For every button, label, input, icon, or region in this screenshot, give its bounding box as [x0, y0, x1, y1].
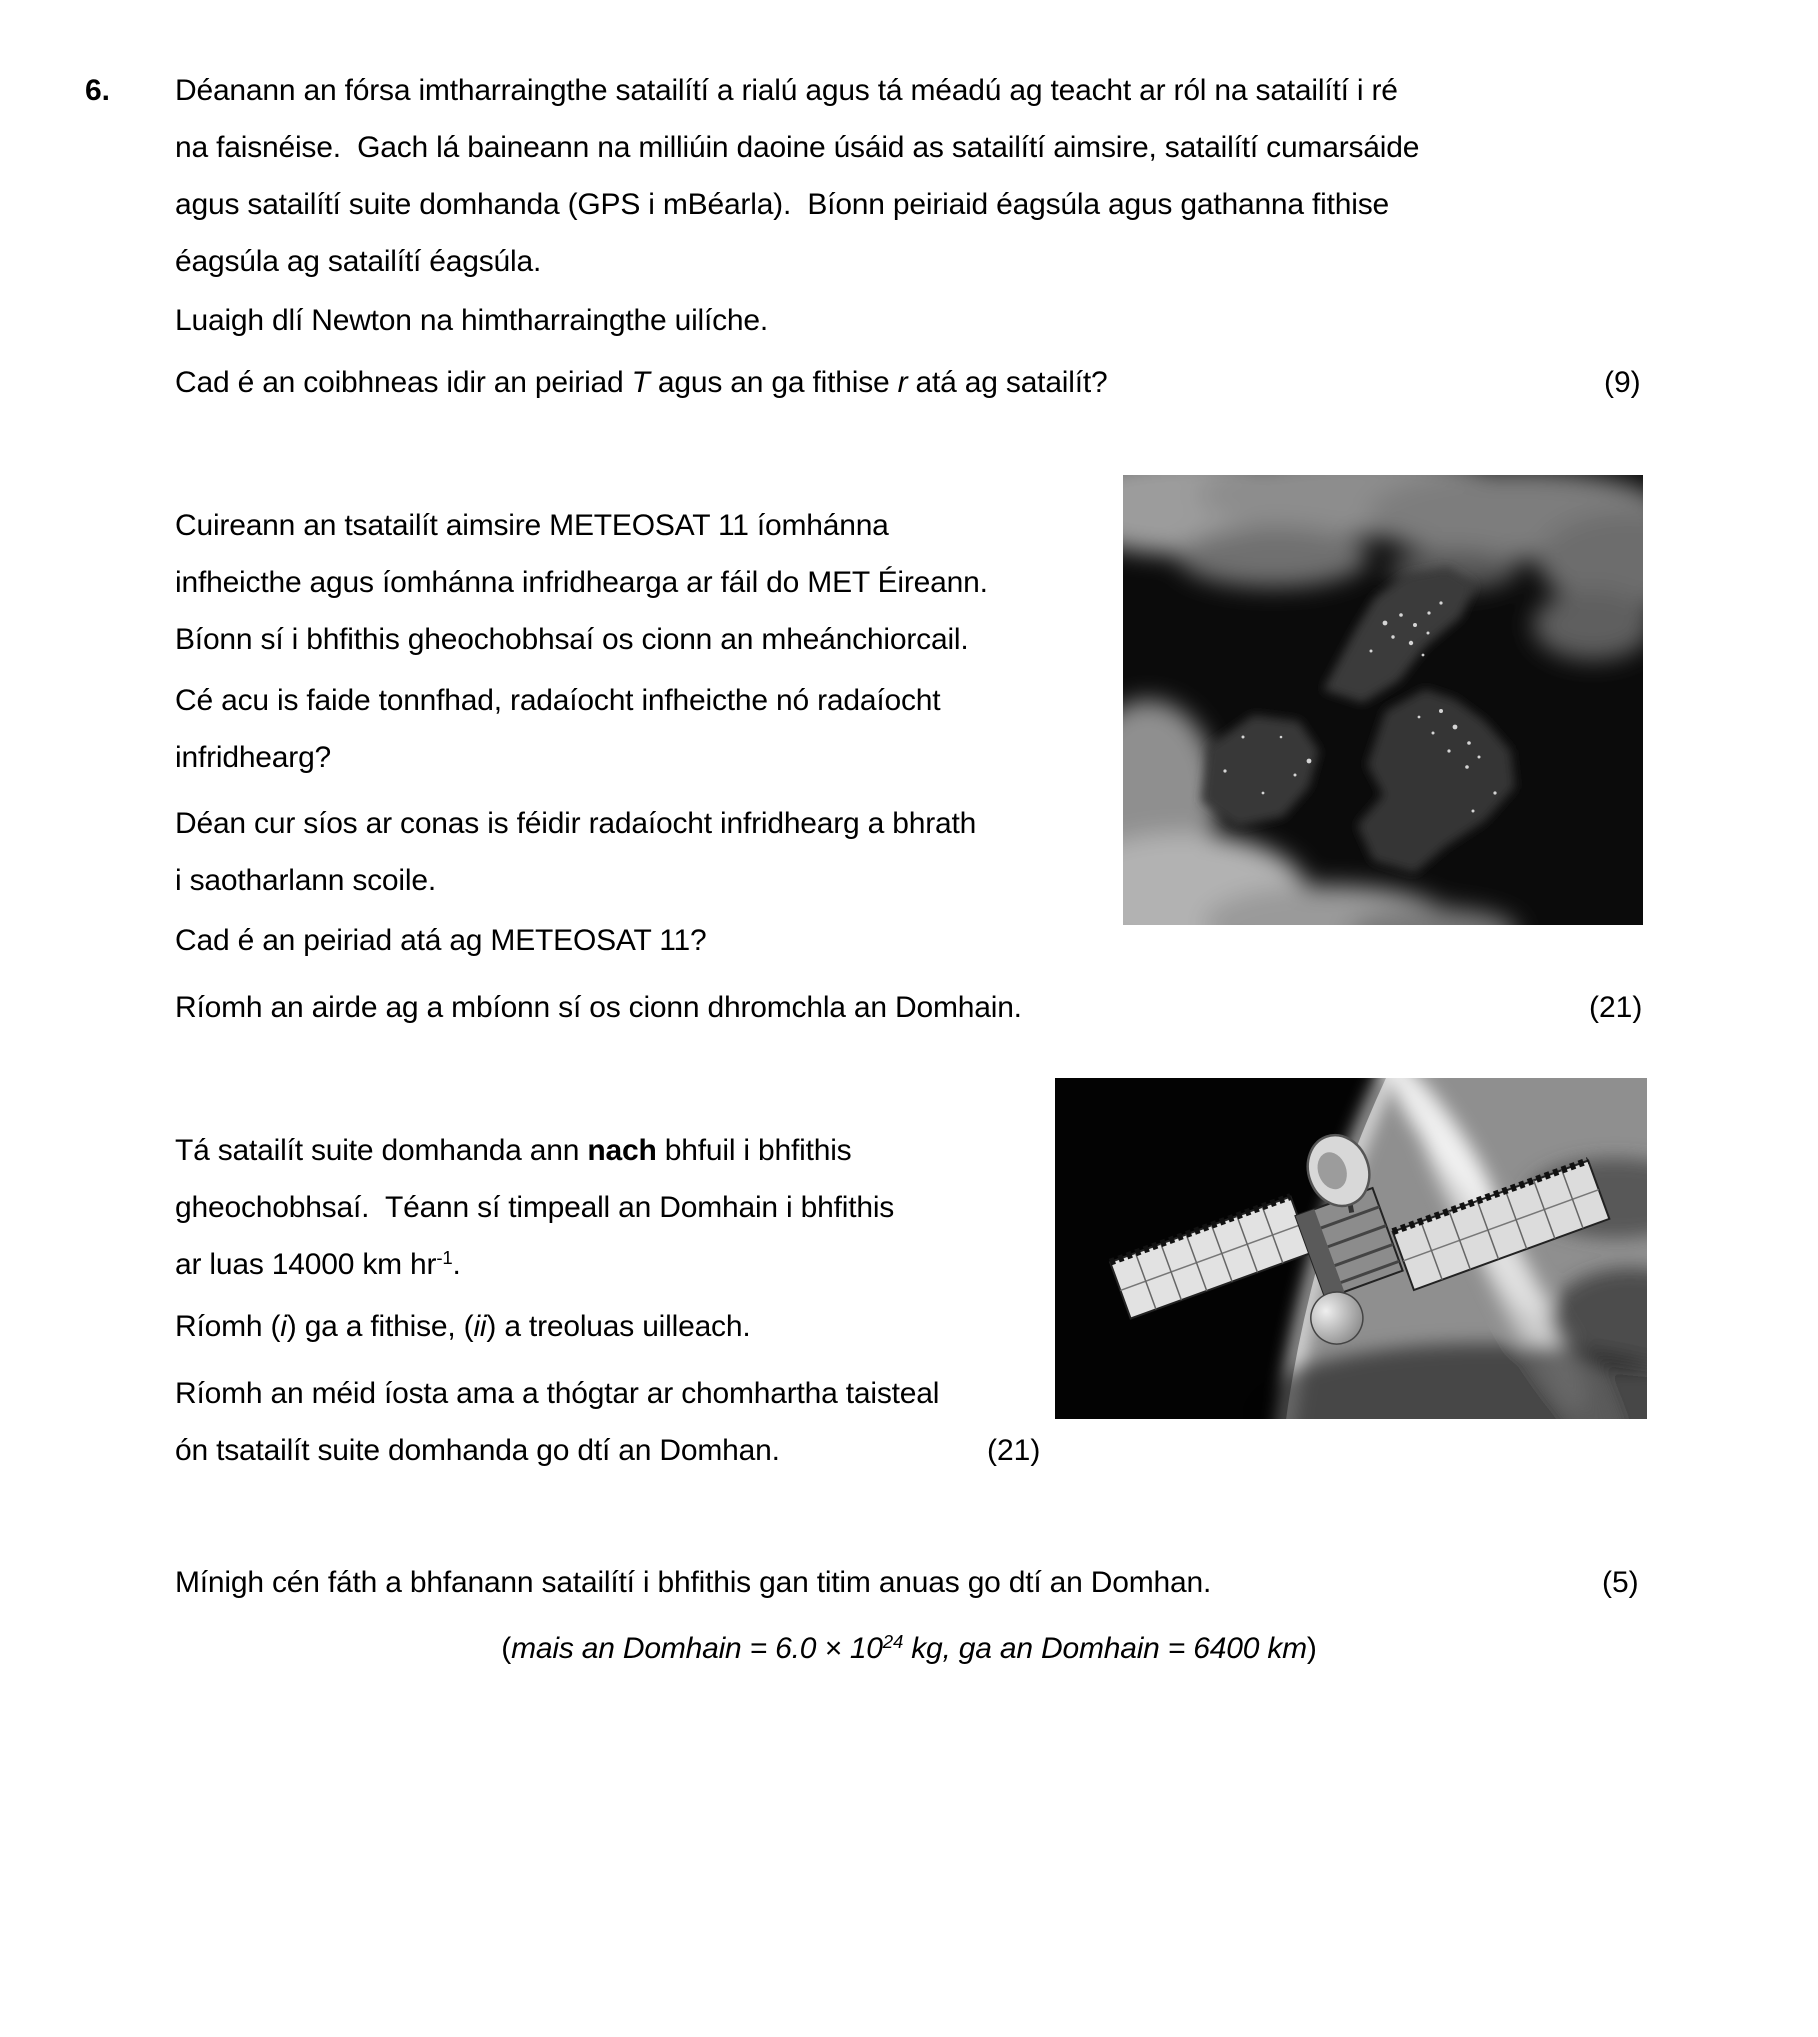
text-line: Mínigh cén fáth a bhfanann satailítí i bhfithis gan titim anuas go dtí an Domhan.	[175, 1566, 1212, 1599]
marks-part-d: (5)	[1602, 1566, 1639, 1599]
meteosat-period-question	[175, 912, 706, 969]
text-line: Cad é an peiriad atá ag METEOSAT 11?	[175, 924, 707, 957]
text-line: éagsúla ag satailítí éagsúla.	[175, 245, 542, 278]
meteosat-paragraph	[175, 497, 988, 668]
marks-part-c: (21)	[987, 1434, 1041, 1467]
text-line: Bíonn sí i bhfithis gheochobhsaí os cionn an mheánchiorcail.	[175, 623, 969, 656]
text-line: Cé acu is faide tonnfhad, radaíocht infheicthe nó radaíocht	[175, 684, 941, 717]
constants-line: (mais an Domhain = $6.0 \times 10^{24}$ kg, ga an Domhain = 6400 km)	[501, 1630, 1317, 1665]
text-line: Déan cur síos ar conas is féidir radaíocht infridhearg a bhrath	[175, 807, 977, 840]
text-line: Cuireann an tsatailít aimsire METEOSAT 11 íomhánna	[175, 509, 889, 542]
height-question	[175, 979, 1022, 1036]
wavelength-question	[175, 672, 940, 786]
explain-orbit-question	[175, 1554, 1211, 1611]
min-signal-time-question	[175, 1365, 939, 1479]
text-line: Ríomh an airde ag a mbíonn sí os cionn dhromchla an Domhain.	[175, 991, 1022, 1024]
text-line: ón tsatailít suite domhanda go dtí an Domhan.	[175, 1434, 780, 1467]
newton-law-prompt	[175, 292, 768, 349]
text-line: agus satailítí suite domhanda (GPS i mBéarla). Bíonn peiriaid éagsúla agus gathanna fithise	[175, 188, 1390, 221]
text-line: i saotharlann scoile.	[175, 864, 436, 897]
marks-part-b: (21)	[1589, 991, 1643, 1024]
text-line: gheochobhsaí. Téann sí timpeall an Domhain i bhfithis	[175, 1191, 895, 1224]
radius-angular-velocity-question	[175, 1298, 750, 1355]
text-line: Ríomh (i) ga a fithise, (ii) a treoluas uilleach.	[175, 1310, 751, 1343]
text-line: ar luas 14000 km $hr^{-1}$.	[175, 1246, 461, 1281]
text-line: Ríomh an méid íosta ama a thógtar ar chomhartha taisteal	[175, 1377, 940, 1410]
text-line: Cad é an coibhneas idir an peiriad T agus an ga fithise r atá ag satailít?	[175, 366, 1108, 399]
text-line: Tá satailít suite domhanda ann nach bhfuil i bhfithis	[175, 1134, 852, 1167]
intro-paragraph	[175, 62, 1419, 290]
detect-infrared-question	[175, 795, 976, 909]
text-line: infheicthe agus íomhánna infridhearga ar fáil do MET Éireann.	[175, 566, 988, 599]
gps-paragraph	[175, 1122, 894, 1293]
text-line: na faisnéise. Gach lá baineann na milliúin daoine úsáid as satailítí aimsire, satailítí cumarsáide	[175, 131, 1420, 164]
text-line: Déanann an fórsa imtharraingthe satailítí a rialú agus tá méadú ag teacht ar ról na satailítí i ré	[175, 74, 1398, 107]
weather-satellite-photo	[1123, 475, 1643, 925]
weather-satellite-photo-svg	[1123, 475, 1643, 925]
text-line: infridhearg?	[175, 741, 332, 774]
gps-satellite-photo	[1055, 1078, 1647, 1419]
period-radius-question	[175, 354, 1108, 411]
gps-satellite-photo-svg	[1055, 1078, 1647, 1419]
text-line: Luaigh dlí Newton na himtharraingthe uilíche.	[175, 304, 769, 337]
marks-part-a: (9)	[1604, 366, 1641, 399]
question-number: 6.	[85, 74, 111, 107]
